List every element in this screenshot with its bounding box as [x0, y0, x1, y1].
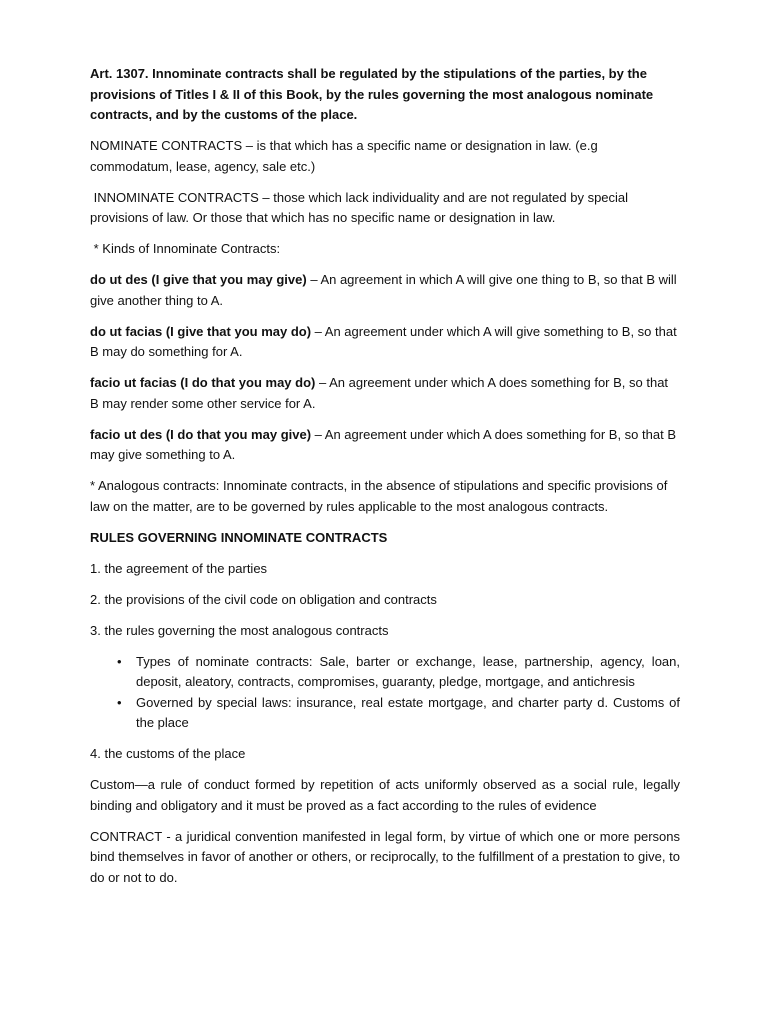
kind-term: do ut des (I give that you may give): [90, 272, 307, 287]
kinds-heading: * Kinds of Innominate Contracts:: [90, 241, 281, 256]
kind-do-ut-des: [90, 270, 680, 311]
rule-item: 2. the provisions of the civil code on obligation and contracts: [90, 591, 437, 607]
kind-do-ut-facias: [90, 322, 680, 363]
bullet-item-special-laws: • Governed by special laws: insurance, real estate mortgage, and charter party d. Customs of the place: [136, 693, 680, 734]
article-1307-paragraph: Art. 1307. Innominate contracts shall be regulated by the stipulations of the parties, by the provisions of Titles I & II of this Book, by the rules governing the most analogous nominate contracts, and by the customs of the place.: [90, 66, 654, 122]
kind-definition: – An agreement in which A will give one thing to B, so that B will give another thing to A.: [90, 272, 677, 308]
kind-definition: – An agreement under which A does something for B, so that B may render some other service for A.: [90, 375, 669, 411]
kind-term: do ut facias (I give that you may do): [90, 323, 312, 339]
rules-heading: RULES GOVERNING INNOMINATE CONTRACTS: [90, 529, 388, 545]
innominate-contracts-definition: INNOMINATE CONTRACTS – those which lack individuality and are not regulated by special provisions of law. Or those that which has no specific name or designation in law.: [90, 189, 632, 225]
bullet-item-nominate-types: • Types of nominate contracts: Sale, barter or exchange, lease, partnership, agency, loan, deposit, aleatory, contracts, compromises, guaranty, pledge, mortgage, and antichresis: [136, 652, 680, 693]
rule-item: 3. the rules governing the most analogous contracts: [90, 622, 389, 638]
rule-bullet-list: [90, 652, 680, 734]
kind-facio-ut-des: [90, 425, 680, 466]
kind-definition: – An agreement under which A does something for B, so that B may give something to A.: [90, 426, 676, 462]
contract-definition: CONTRACT - a juridical convention manifested in legal form, by virtue of which one or more persons bind themselves in favor of another or others, or reciprocally, to the fulfillment of a prestation to give, to do or not to do.: [90, 828, 680, 885]
rule-item: 4. the customs of the place: [90, 746, 246, 761]
kind-term: facio ut des (I do that you may give): [90, 426, 312, 442]
nominate-contracts-definition: NOMINATE CONTRACTS – is that which has a specific name or designation in law. (e.g commodatum, lease, agency, sale etc.): [90, 138, 598, 174]
kind-definition: – An agreement under which A will give something to B, so that B may do something for A.: [90, 323, 677, 359]
rule-item: 1. the agreement of the parties: [90, 560, 268, 576]
kind-facio-ut-facias: [90, 373, 680, 414]
analogous-contracts-paragraph: * Analogous contracts: Innominate contracts, in the absence of stipulations and specific provisions of law on the matter, are to be governed by rules applicable to the most analogous contracts.: [90, 478, 668, 514]
custom-definition: Custom—a rule of conduct formed by repetition of acts uniformly observed as a social rule, legally binding and obligatory and it must be proved as a fact according to the rules of evidence: [90, 777, 680, 813]
kind-term: facio ut facias (I do that you may do): [90, 375, 316, 390]
